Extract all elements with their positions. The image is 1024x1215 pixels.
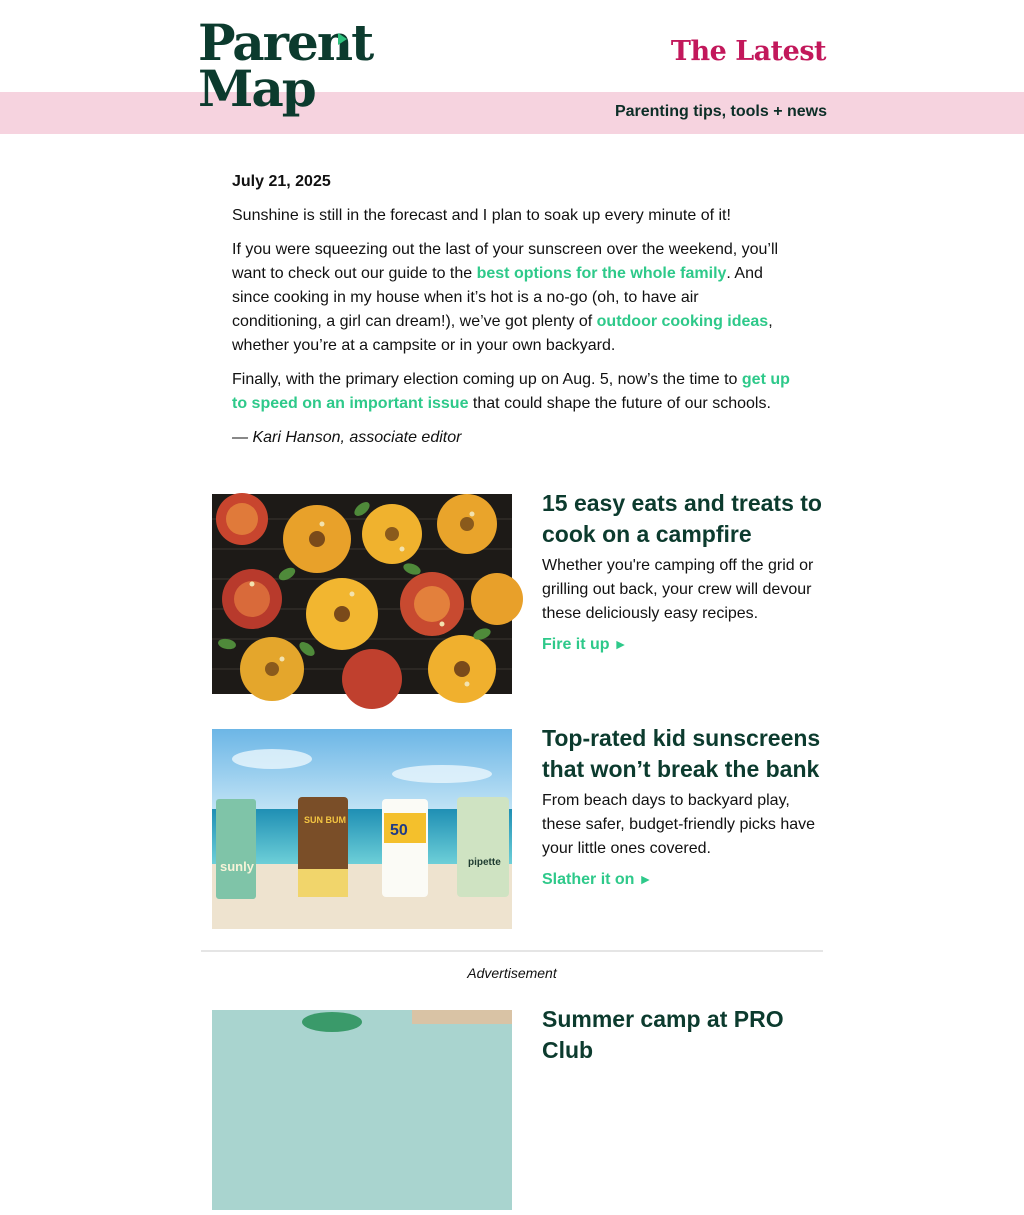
campfire-food-image[interactable]: [212, 494, 512, 694]
article-campfire: [212, 490, 824, 694]
logo-line-1: Parent: [198, 13, 373, 72]
tagline: Parenting tips, tools + news: [614, 103, 827, 120]
intro-text: Sunshine is still in the forecast and I plan to soak up every minute of it!: [232, 207, 731, 224]
play-arrow-icon: ►: [613, 636, 628, 652]
article-sponsored-camp: [212, 1006, 824, 1210]
logo-line-2: Map: [198, 59, 315, 118]
issue-date: July 21, 2025: [232, 173, 331, 190]
sunscreen-products-image[interactable]: [212, 729, 512, 929]
article-description: Whether you're camping off the grid or grilling out back, your crew will devour these deliciously easy recipes.: [542, 557, 814, 622]
fire-it-up-link[interactable]: [542, 636, 627, 654]
election-issue-link[interactable]: get up to speed on an important issue: [232, 371, 790, 412]
article-body: [542, 1004, 827, 1070]
slather-it-on-link[interactable]: [542, 871, 652, 889]
article-title[interactable]: 15 easy eats and treats to cook on a campfire: [542, 490, 822, 547]
intro-section: [232, 170, 792, 460]
cta-label: Slather it on: [542, 871, 635, 888]
editor-signature: — Kari Hanson, associate editor: [232, 429, 462, 446]
product-label-pipette: pipette: [468, 857, 501, 868]
article-title[interactable]: Top-rated kid sunscreens that won’t break the bank: [542, 725, 821, 782]
play-triangle-icon: [338, 33, 347, 45]
cta-label: Fire it up: [542, 636, 610, 653]
ad-divider: [201, 950, 823, 952]
product-label-spf50: 50: [390, 822, 408, 839]
intro-paragraph-2: [232, 238, 792, 358]
outdoor-cooking-link[interactable]: outdoor cooking ideas: [596, 313, 769, 330]
play-arrow-icon: ►: [638, 871, 653, 887]
intro-text: , whether you’re at a campsite or in your own backyard.: [232, 313, 773, 354]
intro-paragraph-3: [232, 368, 792, 416]
newsletter-title: The Latest: [670, 36, 826, 67]
tagline-band: [0, 92, 1024, 134]
article-title[interactable]: Summer camp at PRO Club: [542, 1006, 784, 1063]
article-sunscreens: [212, 725, 824, 929]
article-description: From beach days to backyard play, these safer, budget-friendly picks have your little ones covered.: [542, 792, 816, 857]
article-body: [542, 488, 827, 654]
intro-paragraph-1: [232, 204, 792, 228]
intro-text: Finally, with the primary election coming up on Aug. 5, now’s the time to: [232, 371, 742, 388]
article-body: [542, 723, 827, 889]
product-label-sunly: sunly: [220, 859, 254, 874]
camp-ad-image[interactable]: [212, 1010, 512, 1210]
parentmap-logo[interactable]: [198, 13, 373, 120]
intro-text: that could shape the future of our schools.: [468, 395, 771, 412]
product-label-sunbum: SUN BUM: [304, 815, 346, 825]
intro-text: If you were squeezing out the last of your sunscreen over the weekend, you’ll want to check out our guide to the: [232, 241, 779, 282]
advertisement-label: Advertisement: [467, 965, 557, 981]
intro-text: . And since cooking in my house when it’s hot is a no-go (oh, to have air conditioning, a girl can dream!), we’ve got plenty of: [232, 265, 763, 330]
sunscreen-guide-link[interactable]: best options for the whole family: [476, 265, 727, 282]
